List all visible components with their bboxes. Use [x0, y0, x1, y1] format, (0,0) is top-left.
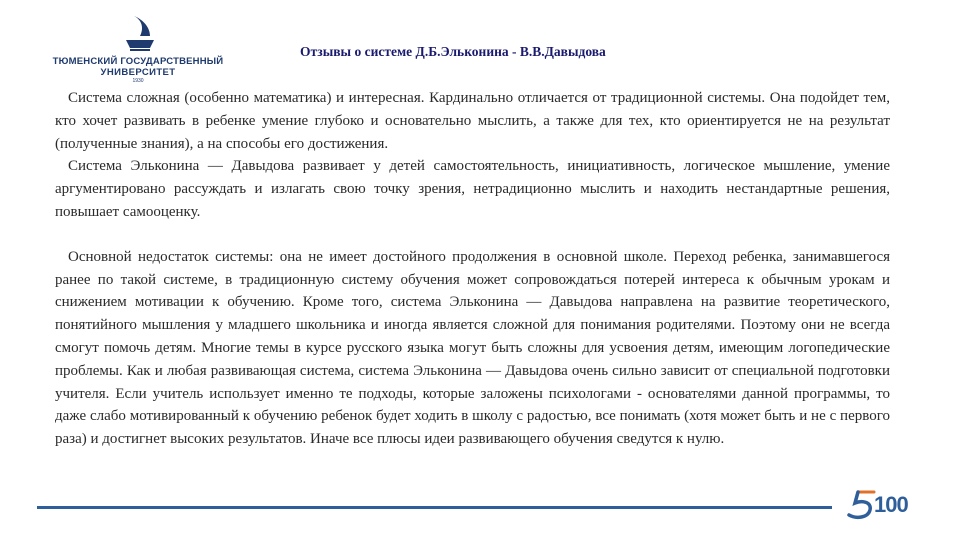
slide-title: Отзывы о системе Д.Б.Эльконина - В.В.Давыдова	[300, 44, 606, 59]
logo-text-line2: УНИВЕРСИТЕТ	[100, 67, 176, 78]
brand-number: 100	[874, 492, 908, 517]
paragraph-3: Основной недостаток системы: она не имеет достойного продолжения в основной школе. Переход ребенка, занимавшегося ранее по такой системе, в традиционную систему обучения может сопровождаться потерей интереса к обычным урокам и снижением мотивации к обучению. Кроме того, система Эльконина — Давыдова направлена на развитие теоретического, понятийного мышления у младшего школьника и иногда является сложной для понимания родителями. Поэтому они не всегда смогут помочь детям. Многие темы в курсе русского языка могут быть сложны для усвоения детям, имеющим логопедические проблемы. Как и любая развивающая система, система Эльконина — Давыдова очень сильно зависит от специальной подготовки учителя. Если учитель использует именно те подходы, которые заложены психологами - основателями данной программы, то даже слабо мотивированный к обучению ребенок будет ходить в школу с радостью, все понимать (хотя может быть и не с первого раза) и достигнет высоких результатов. Иначе все плюсы идеи развивающего обучения сведутся к нулю.	[55, 248, 890, 448]
paragraph-1: Система сложная (особенно математика) и интересная. Кардинально отличается от традиционной системы. Она подойдет тем, кто хочет развивать в ребенке умение глубоко и основательно мыслить, а также для тех, кто ориентируется не на результат (полученные знания), а на способы его достижения.	[55, 90, 890, 152]
body-text	[55, 87, 890, 451]
university-emblem-icon	[120, 14, 160, 54]
paragraph-2: Система Эльконина — Давыдова развивает у детей самостоятельность, инициативность, логическое мышление, умение аргументировано рассуждать и излагать свою точку зрения, нетрадиционно мыслить и находить нестандартные решения, повышает самооценку.	[55, 158, 890, 220]
bottom-divider	[37, 506, 832, 509]
logo-year: 1930	[132, 78, 144, 84]
university-logo	[38, 14, 248, 84]
brand-5-100-logo	[846, 488, 936, 524]
logo-text-line1: ТЮМЕНСКИЙ ГОСУДАРСТВЕННЫЙ	[52, 56, 224, 67]
